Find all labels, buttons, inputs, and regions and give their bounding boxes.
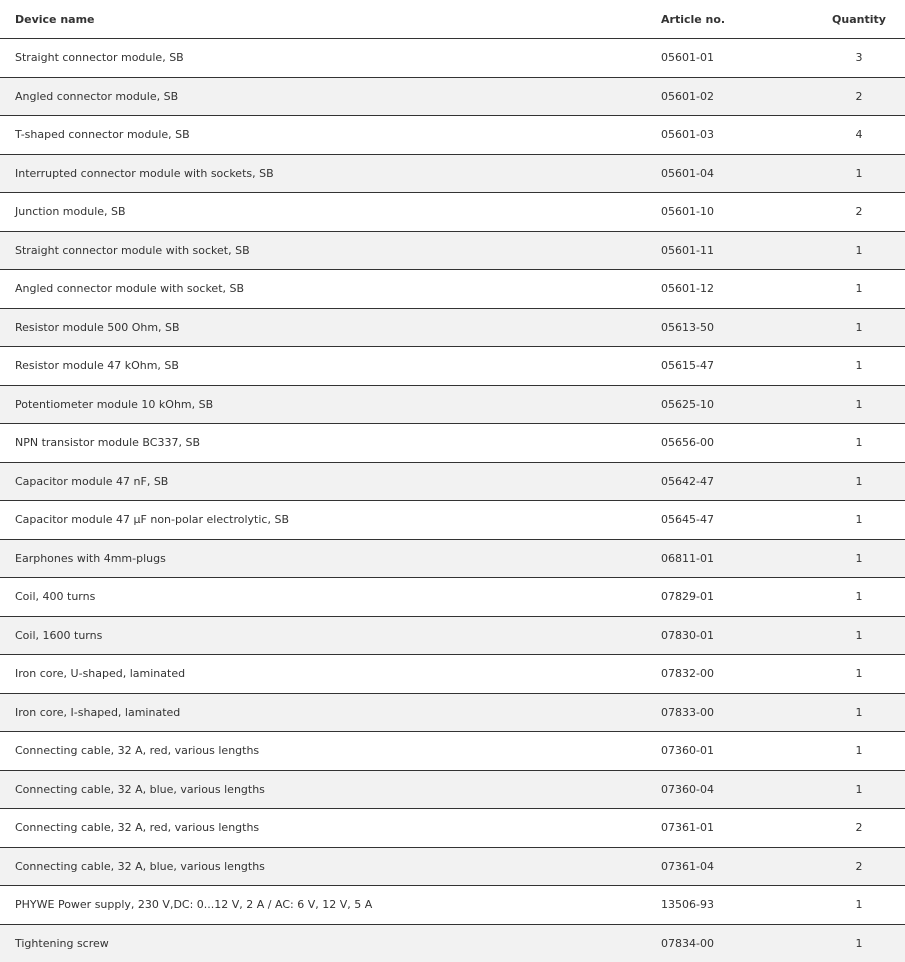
quantity-cell: 1 [791,462,905,501]
device-name-cell: Angled connector module, SB [0,77,661,116]
table-row [0,886,905,925]
device-name-cell: Iron core, I-shaped, laminated [0,693,661,732]
article-no-cell: 05601-12 [661,270,791,309]
device-name-cell: Connecting cable, 32 A, red, various lengths [0,732,661,771]
article-no-cell: 07834-00 [661,924,791,962]
device-name-cell: Angled connector module with socket, SB [0,270,661,309]
article-no-cell: 05601-03 [661,116,791,155]
article-no-cell: 13506-93 [661,886,791,925]
table-row [0,116,905,155]
article-no-cell: 05615-47 [661,347,791,386]
device-name-cell: Earphones with 4mm-plugs [0,539,661,578]
table-row [0,847,905,886]
device-name-cell: T-shaped connector module, SB [0,116,661,155]
device-name-cell: Potentiometer module 10 kOhm, SB [0,385,661,424]
article-no-cell: 07361-01 [661,809,791,848]
quantity-cell: 2 [791,77,905,116]
quantity-cell: 1 [791,424,905,463]
quantity-cell: 1 [791,578,905,617]
quantity-cell: 1 [791,270,905,309]
quantity-cell: 1 [791,347,905,386]
article-no-cell: 07361-04 [661,847,791,886]
table-row [0,462,905,501]
table-row [0,231,905,270]
article-no-cell: 06811-01 [661,539,791,578]
device-name-cell: Connecting cable, 32 A, red, various lengths [0,809,661,848]
table-row [0,424,905,463]
article-no-cell: 05613-50 [661,308,791,347]
table-row [0,77,905,116]
quantity-cell: 1 [791,770,905,809]
device-name-cell: Junction module, SB [0,193,661,232]
table-row [0,924,905,962]
table-row [0,732,905,771]
table-body [0,39,905,962]
device-name-cell: Capacitor module 47 µF non-polar electrolytic, SB [0,501,661,540]
quantity-cell: 1 [791,886,905,925]
article-no-cell: 07833-00 [661,693,791,732]
quantity-cell: 1 [791,154,905,193]
header-article-no: Article no. [661,0,791,39]
quantity-cell: 2 [791,809,905,848]
quantity-cell: 3 [791,39,905,78]
quantity-cell: 1 [791,539,905,578]
table-header [0,0,905,39]
table-row [0,501,905,540]
article-no-cell: 07360-01 [661,732,791,771]
table-row [0,616,905,655]
device-name-cell: Coil, 400 turns [0,578,661,617]
quantity-cell: 2 [791,847,905,886]
article-no-cell: 07830-01 [661,616,791,655]
article-no-cell: 05601-11 [661,231,791,270]
table-row [0,770,905,809]
quantity-cell: 1 [791,231,905,270]
article-no-cell: 05601-04 [661,154,791,193]
device-name-cell: Resistor module 500 Ohm, SB [0,308,661,347]
device-name-cell: Tightening screw [0,924,661,962]
quantity-cell: 1 [791,732,905,771]
device-name-cell: Connecting cable, 32 A, blue, various lengths [0,847,661,886]
table-row [0,308,905,347]
quantity-cell: 1 [791,501,905,540]
quantity-cell: 1 [791,616,905,655]
device-name-cell: Capacitor module 47 nF, SB [0,462,661,501]
quantity-cell: 2 [791,193,905,232]
article-no-cell: 07360-04 [661,770,791,809]
article-no-cell: 05625-10 [661,385,791,424]
table-row [0,154,905,193]
quantity-cell: 1 [791,308,905,347]
article-no-cell: 05656-00 [661,424,791,463]
device-name-cell: NPN transistor module BC337, SB [0,424,661,463]
device-name-cell: Coil, 1600 turns [0,616,661,655]
table-row [0,385,905,424]
article-no-cell: 07832-00 [661,655,791,694]
header-row [0,0,905,39]
article-no-cell: 05645-47 [661,501,791,540]
table-row [0,578,905,617]
table-row [0,539,905,578]
table-row [0,693,905,732]
quantity-cell: 1 [791,385,905,424]
device-name-cell: Iron core, U-shaped, laminated [0,655,661,694]
table-row [0,39,905,78]
quantity-cell: 1 [791,924,905,962]
article-no-cell: 05642-47 [661,462,791,501]
table-row [0,809,905,848]
quantity-cell: 4 [791,116,905,155]
quantity-cell: 1 [791,693,905,732]
quantity-cell: 1 [791,655,905,694]
header-device-name: Device name [0,0,661,39]
article-no-cell: 05601-01 [661,39,791,78]
table-row [0,270,905,309]
table-row [0,655,905,694]
header-quantity: Quantity [791,0,905,39]
article-no-cell: 05601-10 [661,193,791,232]
article-no-cell: 05601-02 [661,77,791,116]
article-no-cell: 07829-01 [661,578,791,617]
table-row [0,193,905,232]
device-name-cell: PHYWE Power supply, 230 V,DC: 0...12 V, 2 A / AC: 6 V, 12 V, 5 A [0,886,661,925]
device-name-cell: Resistor module 47 kOhm, SB [0,347,661,386]
device-name-cell: Straight connector module, SB [0,39,661,78]
table-row [0,347,905,386]
device-name-cell: Interrupted connector module with sockets, SB [0,154,661,193]
device-name-cell: Connecting cable, 32 A, blue, various lengths [0,770,661,809]
device-name-cell: Straight connector module with socket, SB [0,231,661,270]
